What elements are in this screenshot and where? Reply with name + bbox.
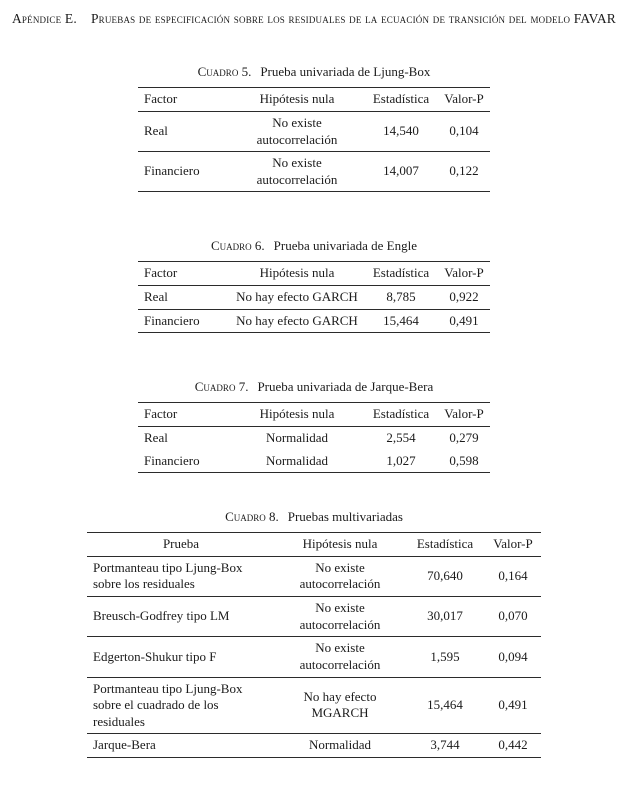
statistic-cell: 15,464: [427, 697, 463, 713]
caption-text: Pruebas multivariadas: [287, 509, 403, 525]
table-caption: [0, 238, 628, 254]
table-row: [87, 637, 541, 677]
table-row: [138, 111, 490, 151]
column-header-pvalue: Valor-P: [444, 406, 484, 422]
caption-label: Cuadro 5.: [197, 64, 252, 80]
factor-cell: Real: [144, 429, 168, 445]
table-caption: [0, 64, 628, 80]
column-header-statistic: Estadística: [372, 265, 430, 281]
column-header-factor: Factor: [144, 406, 178, 422]
statistic-cell: 3,744: [430, 737, 460, 753]
pvalue-cell: 0,279: [449, 429, 479, 445]
engle-table: [138, 261, 490, 333]
factor-cell: Financiero: [144, 452, 200, 468]
table-row: [87, 556, 541, 596]
hypothesis-cell: No hay efecto MGARCH: [303, 688, 377, 721]
test-cell: Jarque-Bera: [93, 737, 156, 753]
statistic-cell: 14,540: [383, 123, 419, 139]
factor-cell: Real: [144, 123, 168, 139]
hypothesis-cell: No hay efecto GARCH: [236, 289, 358, 305]
table-row: [87, 597, 541, 637]
hypothesis-cell: No existe autocorrelación: [256, 155, 338, 187]
factor-cell: Financiero: [144, 312, 200, 328]
column-header-pvalue: Valor-P: [493, 536, 533, 552]
hypothesis-cell: No existe autocorrelación: [299, 559, 381, 592]
hypothesis-cell: No existe autocorrelación: [299, 640, 381, 672]
pvalue-cell: 0,442: [498, 737, 528, 753]
cuadro-6-section: [0, 238, 628, 333]
hypothesis-cell: Normalidad: [265, 429, 329, 445]
statistic-cell: 1,027: [386, 452, 416, 468]
cuadro-7-section: [0, 379, 628, 473]
table-row: [138, 309, 490, 333]
test-cell: Breusch-Godfrey tipo LM: [93, 608, 230, 624]
header-row: [138, 262, 490, 286]
table-caption: [0, 509, 628, 525]
table-row: [138, 426, 490, 449]
header-row: [138, 88, 490, 112]
test-cell: Portmanteau tipo Ljung-Box sobre los residuales: [93, 559, 243, 592]
caption-label: Cuadro 8.: [225, 509, 279, 525]
statistic-cell: 8,785: [386, 289, 416, 305]
hypothesis-cell: Normalidad: [308, 737, 372, 753]
factor-cell: Real: [144, 289, 168, 305]
statistic-cell: 1,595: [430, 648, 460, 664]
appendix-label: Apéndice E.: [11, 11, 77, 26]
pvalue-cell: 0,491: [498, 697, 528, 713]
table-caption: [0, 379, 628, 395]
table-row: [138, 286, 490, 310]
pvalue-cell: 0,070: [498, 608, 528, 624]
ljung-box-table: [138, 87, 490, 192]
statistic-cell: 15,464: [383, 312, 419, 328]
caption-text: Prueba univariada de Engle: [273, 238, 417, 254]
column-header-hypothesis: Hipótesis nula: [259, 91, 335, 107]
pvalue-cell: 0,922: [449, 289, 479, 305]
column-header-statistic: Estadística: [416, 536, 474, 552]
column-header-hypothesis: Hipótesis nula: [302, 536, 378, 552]
hypothesis-cell: Normalidad: [265, 452, 329, 468]
pvalue-cell: 0,491: [449, 312, 479, 328]
hypothesis-cell: No hay efecto GARCH: [236, 312, 358, 328]
statistic-cell: 70,640: [427, 568, 463, 584]
caption-label: Cuadro 7.: [194, 379, 249, 395]
table-row: [87, 677, 541, 734]
jarque-bera-table: [138, 402, 490, 473]
cuadro-8-section: [0, 509, 628, 758]
statistic-cell: 30,017: [427, 608, 463, 624]
column-header-hypothesis: Hipótesis nula: [259, 265, 335, 281]
column-header-pvalue: Valor-P: [444, 265, 484, 281]
hypothesis-cell: No existe autocorrelación: [299, 600, 381, 632]
pvalue-cell: 0,598: [449, 452, 479, 468]
pvalue-cell: 0,094: [498, 648, 528, 664]
table-row: [138, 450, 490, 473]
appendix-heading: [0, 8, 628, 30]
caption-label: Cuadro 6.: [211, 238, 265, 254]
multivariate-tests-table: [87, 532, 541, 758]
table-row: [87, 734, 541, 758]
pvalue-cell: 0,122: [449, 163, 479, 179]
column-header-test: Prueba: [162, 536, 200, 552]
test-cell: Edgerton-Shukur tipo F: [93, 648, 217, 664]
factor-cell: Financiero: [144, 163, 200, 179]
caption-text: Prueba univariada de Ljung-Box: [260, 64, 431, 80]
caption-text: Prueba univariada de Jarque-Bera: [257, 379, 434, 395]
appendix-title: Pruebas de especificación sobre los residuales de la ecuación de transición del modelo FAVAR: [90, 11, 617, 26]
column-header-statistic: Estadística: [372, 91, 430, 107]
column-header-pvalue: Valor-P: [444, 91, 484, 107]
column-header-statistic: Estadística: [372, 406, 430, 422]
hypothesis-cell: No existe autocorrelación: [256, 114, 338, 147]
pvalue-cell: 0,104: [449, 123, 479, 139]
pvalue-cell: 0,164: [498, 568, 528, 584]
header-row: [138, 403, 490, 427]
cuadro-5-section: [0, 64, 628, 192]
header-row: [87, 533, 541, 557]
statistic-cell: 2,554: [386, 429, 416, 445]
column-header-hypothesis: Hipótesis nula: [259, 406, 335, 422]
table-row: [138, 152, 490, 192]
test-cell: Portmanteau tipo Ljung-Box sobre el cuadrado de los residuales: [93, 680, 243, 729]
column-header-factor: Factor: [144, 265, 178, 281]
statistic-cell: 14,007: [383, 163, 419, 179]
column-header-factor: Factor: [144, 91, 178, 107]
